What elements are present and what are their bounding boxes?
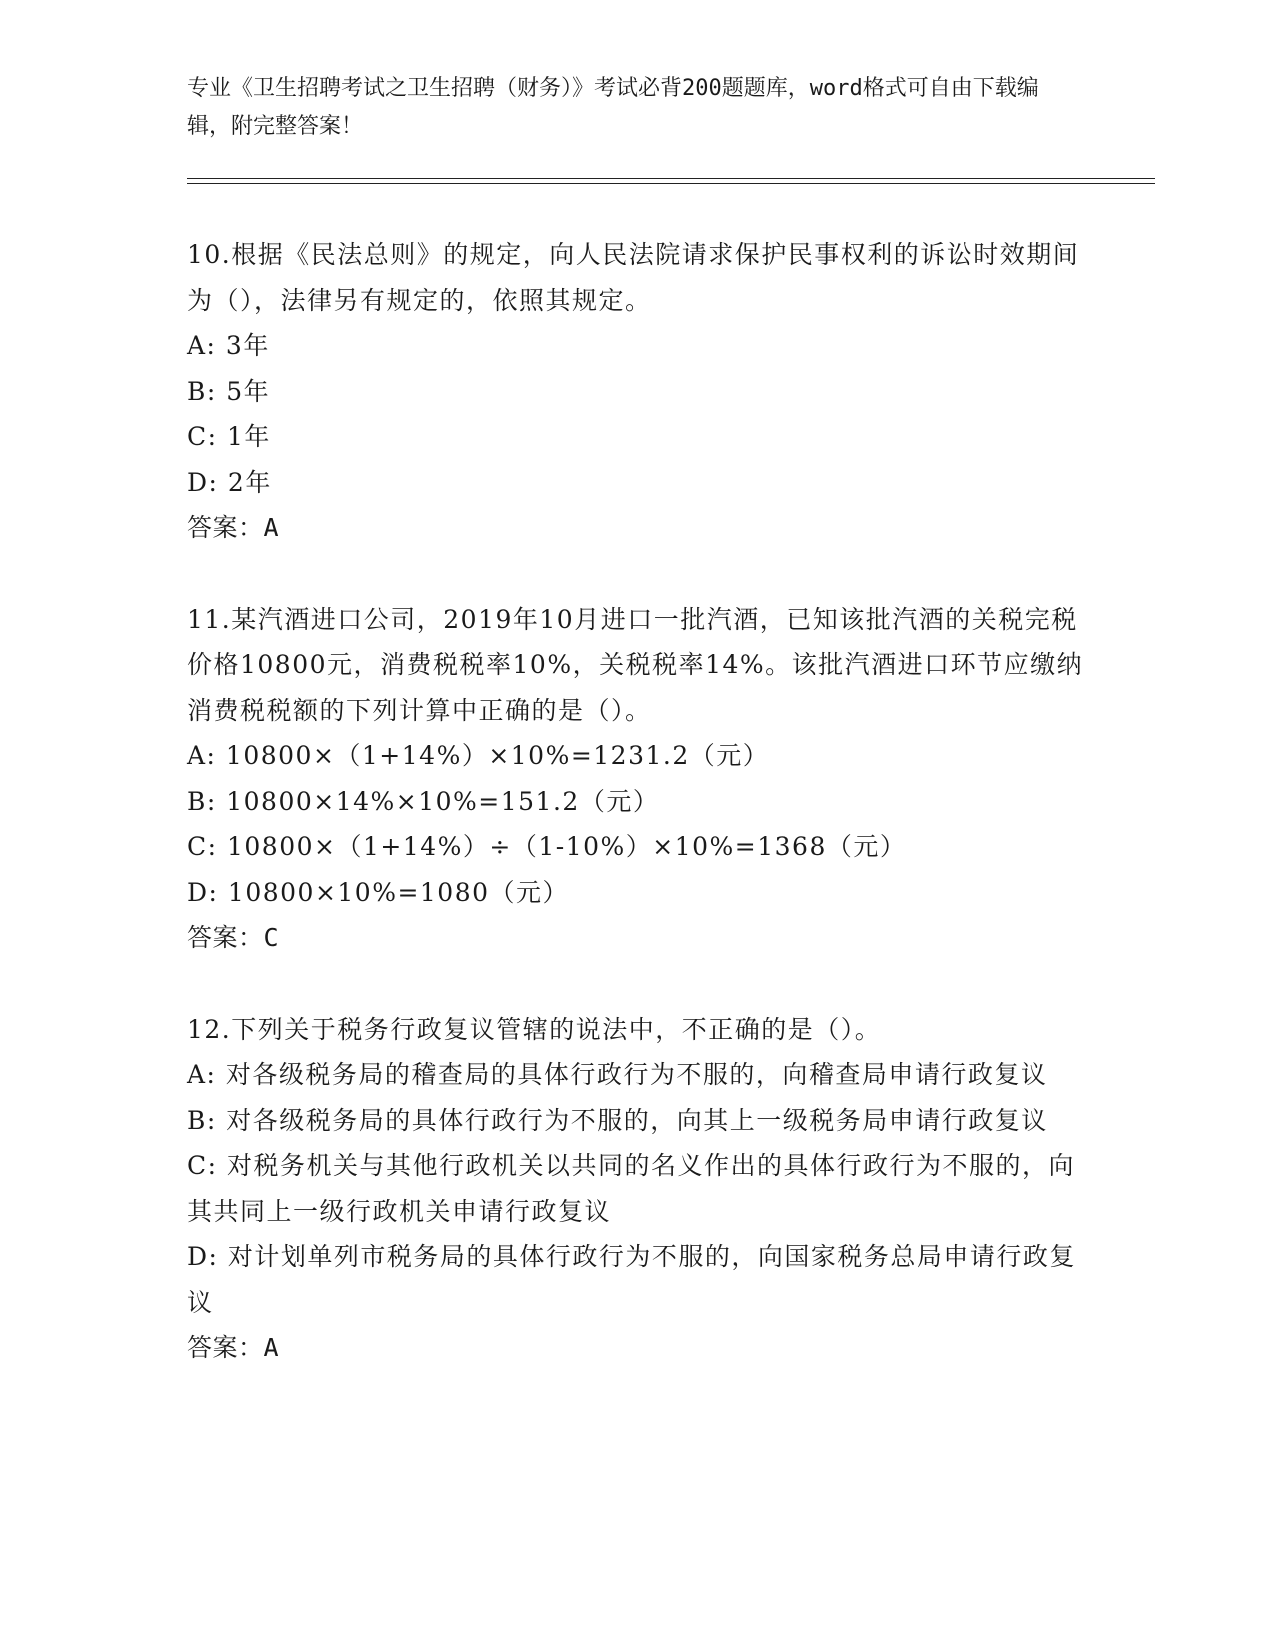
answer: 答案：A (187, 513, 280, 542)
option-b: B: 10800×14%×10%=151.2（元） (187, 786, 660, 816)
question-text: 10.根据《民法总则》的规定，向人民法院请求保护民事权利的诉讼时效期间为（），法律另有规定的，依照其规定。 (187, 240, 1080, 315)
answer: 答案：A (187, 1333, 280, 1362)
option-d: D: 对计划单列市税务局的具体行政行为不服的，向国家税务总局申请行政复议 (187, 1242, 1076, 1317)
option-c: C: 1年 (187, 422, 271, 451)
option-d: D: 2年 (187, 467, 272, 497)
header-divider-top (187, 178, 1155, 179)
document-header: 专业《卫生招聘考试之卫生招聘（财务）》考试必背200题题库，word格式可自由下载编辑，附完整答案！ (187, 76, 1039, 139)
option-d: D: 10800×10%=1080（元） (187, 877, 570, 907)
question-12 (187, 1007, 1087, 1371)
question-11 (187, 597, 1087, 961)
question-text: 12.下列关于税务行政复议管辖的说法中，不正确的是（）。 (187, 1014, 882, 1044)
option-a: A: 3年 (187, 331, 270, 360)
option-b: B: 对各级税务局的具体行政行为不服的，向其上一级税务局申请行政复议 (187, 1105, 1048, 1135)
option-b: B: 5年 (187, 376, 271, 406)
option-c: C: 对税务机关与其他行政机关以共同的名义作出的具体行政行为不服的，向其共同上一级行政机关申请行政复议 (187, 1151, 1076, 1226)
option-c: C: 10800×（1+14%）÷（1-10%）×10%=1368（元） (187, 832, 907, 861)
question-text: 11.某汽酒进口公司，2019年10月进口一批汽酒，已知该批汽酒的关税完税价格10800元，消费税税率10%，关税税率14%。该批汽酒进口环节应缴纳消费税税额的下列计算中正确的是（）。 (187, 604, 1084, 725)
option-a: A: 10800×（1+14%）×10%=1231.2（元） (187, 741, 770, 770)
question-10 (187, 232, 1087, 551)
option-a: A: 对各级税务局的稽查局的具体行政行为不服的，向稽查局申请行政复议 (187, 1060, 1048, 1089)
question-list (187, 232, 1087, 1417)
answer: 答案：C (187, 923, 280, 952)
header-divider-bottom (187, 183, 1155, 184)
